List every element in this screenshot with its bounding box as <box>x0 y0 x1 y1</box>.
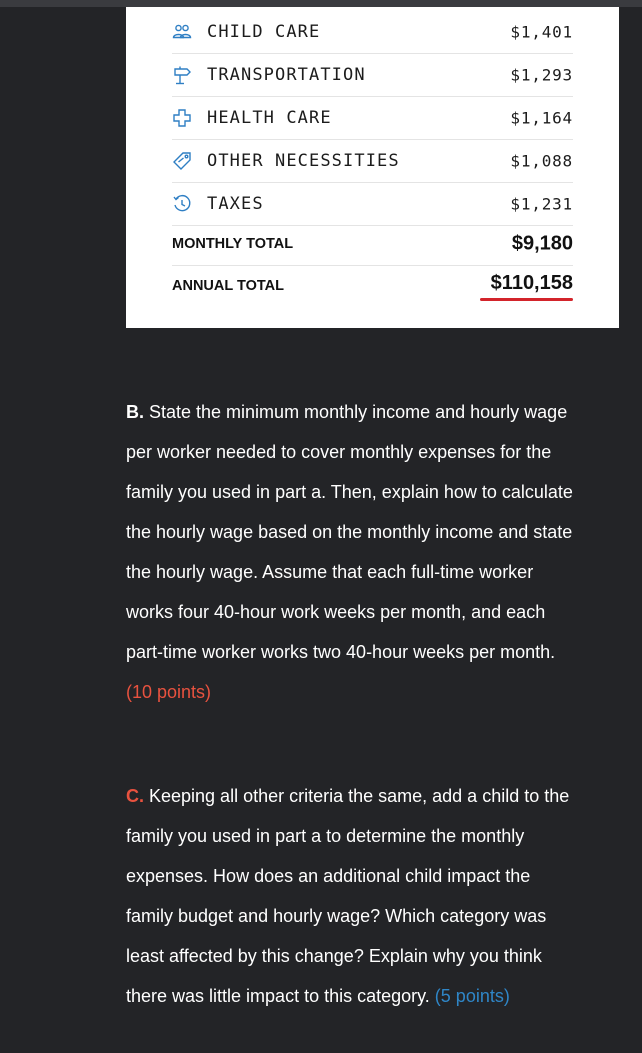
budget-row-child-care <box>172 11 573 54</box>
question-c-line: least affected by this change? Explain why you think <box>126 946 542 966</box>
budget-row-transportation <box>172 54 573 97</box>
question-b-points: (10 points) <box>126 682 212 702</box>
question-b-line: the hourly wage. Assume that each full-time worker <box>126 562 534 582</box>
question-b <box>126 392 626 712</box>
question-c <box>126 776 626 1016</box>
budget-row-label: CHILD CARE <box>207 22 321 42</box>
medical-cross-icon <box>172 108 192 128</box>
budget-row-label: OTHER NECESSITIES <box>207 151 400 171</box>
question-c-text: there was little impact to this category. <box>126 986 435 1006</box>
question-c-text: Keeping all other criteria the same, add a child to the <box>144 786 570 806</box>
budget-card <box>126 7 619 328</box>
question-b-text: State the minimum monthly income and hourly wage <box>144 402 568 422</box>
budget-row-label: HEALTH CARE <box>207 108 332 128</box>
question-c-points: (5 points) <box>434 986 510 1006</box>
budget-row-label: TAXES <box>207 194 264 214</box>
signpost-icon <box>172 65 192 85</box>
clock-icon <box>172 194 192 214</box>
people-icon <box>172 22 192 42</box>
budget-row-amount: $1,231 <box>510 194 573 214</box>
annual-total-label: ANNUAL TOTAL <box>172 278 284 294</box>
question-c-line <box>126 776 626 816</box>
budget-row-label: TRANSPORTATION <box>207 65 366 85</box>
question-c-line: family budget and hourly wage? Which category was <box>126 906 547 926</box>
question-c-line: family you used in part a to determine the monthly <box>126 826 525 846</box>
tag-icon <box>172 151 192 171</box>
question-b-line: family you used in part a. Then, explain how to calculate <box>126 482 573 502</box>
question-b-line: works four 40-hour work weeks per month, and each <box>126 602 546 622</box>
budget-row-amount: $1,164 <box>510 108 573 128</box>
top-strip <box>0 0 642 7</box>
budget-row-amount: $1,401 <box>510 22 573 42</box>
question-c-line: expenses. How does an additional child impact the <box>126 866 531 886</box>
budget-row-taxes <box>172 183 573 226</box>
question-b-line: part-time worker works two 40-hour weeks per month. <box>126 642 556 662</box>
budget-row-health-care <box>172 97 573 140</box>
budget-row-amount: $1,088 <box>510 151 573 171</box>
annual-total-amount: $110,158 <box>490 272 573 294</box>
monthly-total-row <box>172 223 573 266</box>
annual-total-row <box>172 266 573 306</box>
question-c-letter: C. <box>126 786 144 806</box>
question-c-line <box>126 976 626 1016</box>
monthly-total-amount: $9,180 <box>511 232 573 255</box>
question-b-line <box>126 392 626 432</box>
question-b-letter: B. <box>126 402 144 422</box>
budget-row-amount: $1,293 <box>510 65 573 85</box>
monthly-total-label: MONTHLY TOTAL <box>172 236 294 252</box>
annual-total-underline <box>480 298 573 301</box>
question-b-line: per worker needed to cover monthly expenses for the <box>126 442 552 462</box>
budget-row-other-necessities <box>172 140 573 183</box>
question-b-line: the hourly wage based on the monthly income and state <box>126 522 573 542</box>
